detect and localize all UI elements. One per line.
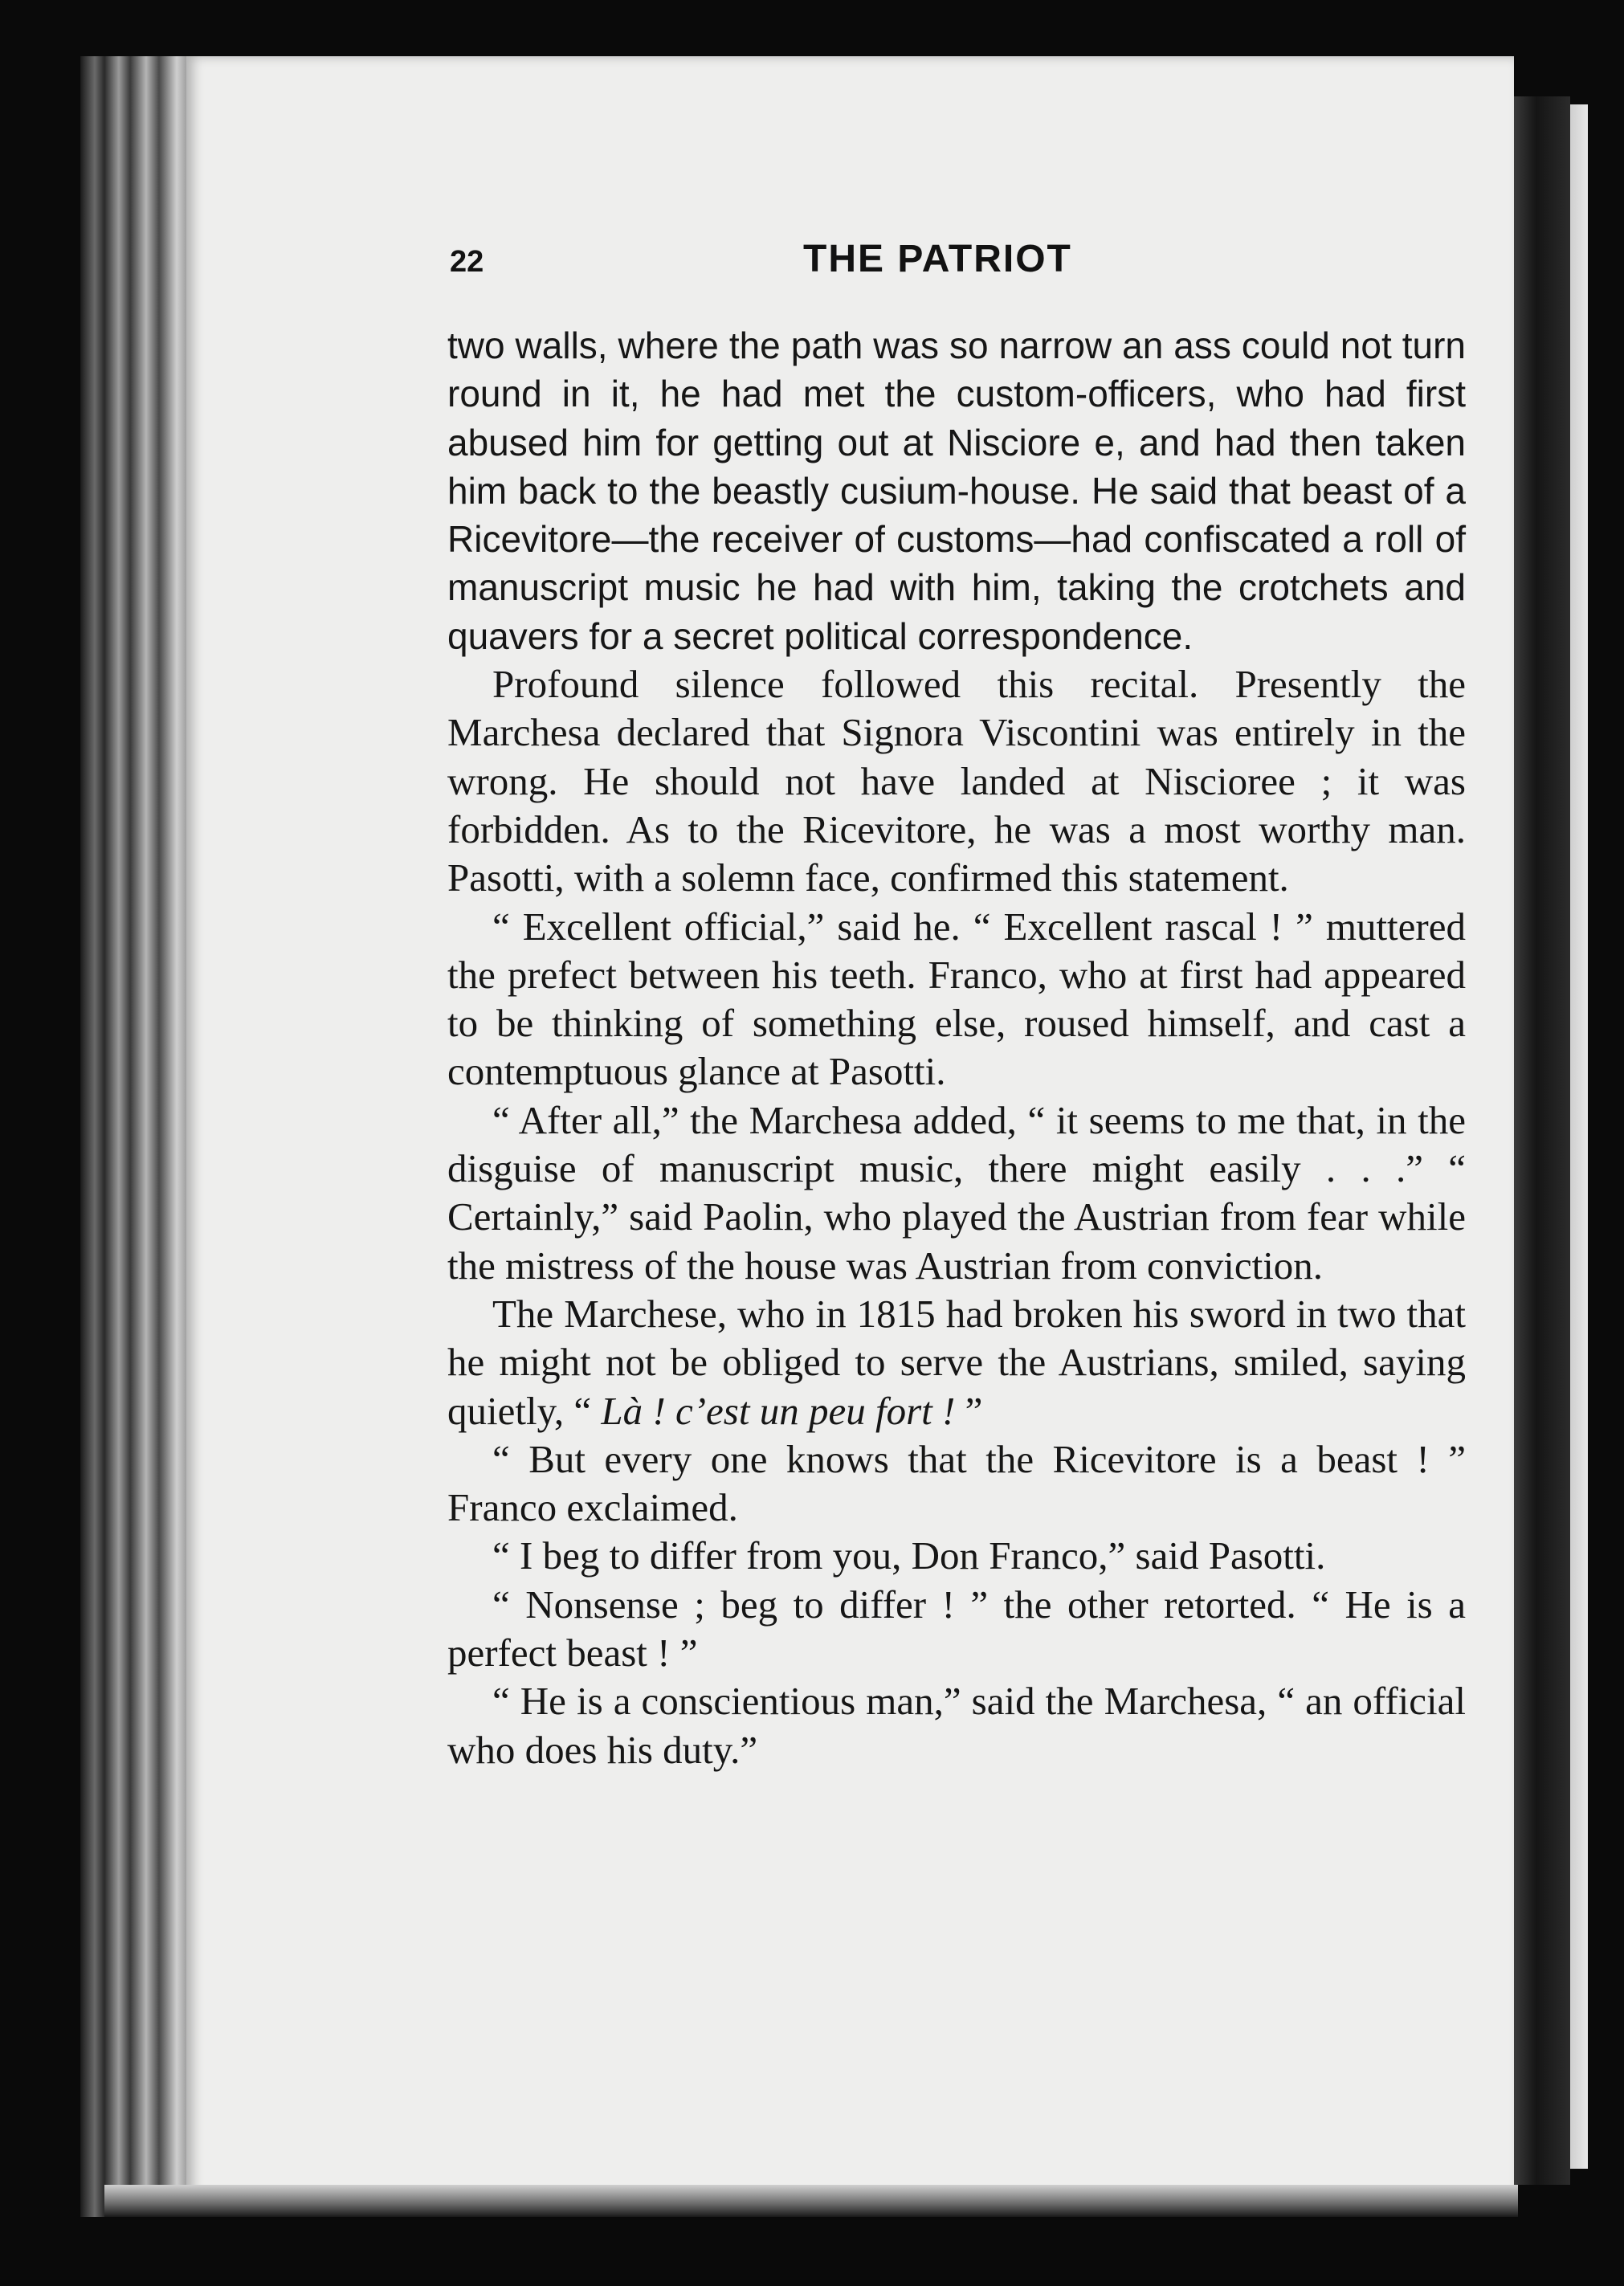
paragraph-8: “ Nonsense ; beg to differ ! ” the other retorted. “ He is a perfect beast ! ”	[447, 1582, 1466, 1676]
paragraph-7: “ I beg to differ from you, Don Franco,” said Pasotti.	[492, 1533, 1326, 1578]
paragraph-6: “ But every one knows that the Ricevitore is a beast ! ” Franco exclaimed.	[447, 1436, 1466, 1530]
paragraph-5-close-quote: ”	[955, 1388, 983, 1433]
paragraph-5-text: The Marchese, who in 1815 had broken his sword in two that he might not be obliged to serve the Austrians, smiled, saying quietly, “	[447, 1291, 1466, 1433]
page-header	[450, 237, 1462, 293]
paragraph-3: “ Excellent official,” said he. “ Excellent rascal ! ” muttered the prefect between his teeth. Franco, who at first had appeared to be thinking of something else, roused himself, and cast a contemptuous glance at Pasotti.	[447, 904, 1466, 1094]
paragraph-1: two walls, where the path was so narrow an ass could not turn round in it, he had met the custom-officers, who had first abused him for getting out at Nisciore e, and had then taken him back to the beastly cusium-house. He said that beast of a Ricevitore—the receiver of customs—had confiscated a roll of manuscript music he had with him, taking the crotchets and quavers for a secret political correspondence.	[447, 325, 1466, 657]
paragraph-5	[447, 1290, 1466, 1435]
paragraph-2: Profound silence followed this recital. Presently the Marchesa declared that Signora Viscontini was entirely in the wrong. He should not have landed at Niscioree ; it was forbidden. As to the Ricevitore, he was a most worthy man. Pasotti, with a solemn face, confirmed this statement.	[447, 662, 1466, 900]
paragraph-4: “ After all,” the Marchesa added, “ it seems to me that, in the disguise of manuscript music, there might easily . . .” “ Certainly,” said Paolin, who played the Austrian from fear while the mistress of the house was Austrian from conviction.	[447, 1097, 1466, 1288]
paragraph-5-french-quote: Là ! c’est un peu fort !	[601, 1388, 956, 1433]
next-page-edge	[1570, 104, 1588, 2169]
book-binding-right	[1514, 96, 1570, 2185]
body-text	[447, 321, 1466, 1774]
page-number: 22	[450, 245, 484, 279]
stacked-page-edges-bottom	[104, 2185, 1518, 2217]
running-title: THE PATRIOT	[803, 238, 1072, 280]
paragraph-9: “ He is a conscientious man,” said the Marchesa, “ an official who does his duty.”	[447, 1679, 1466, 1772]
